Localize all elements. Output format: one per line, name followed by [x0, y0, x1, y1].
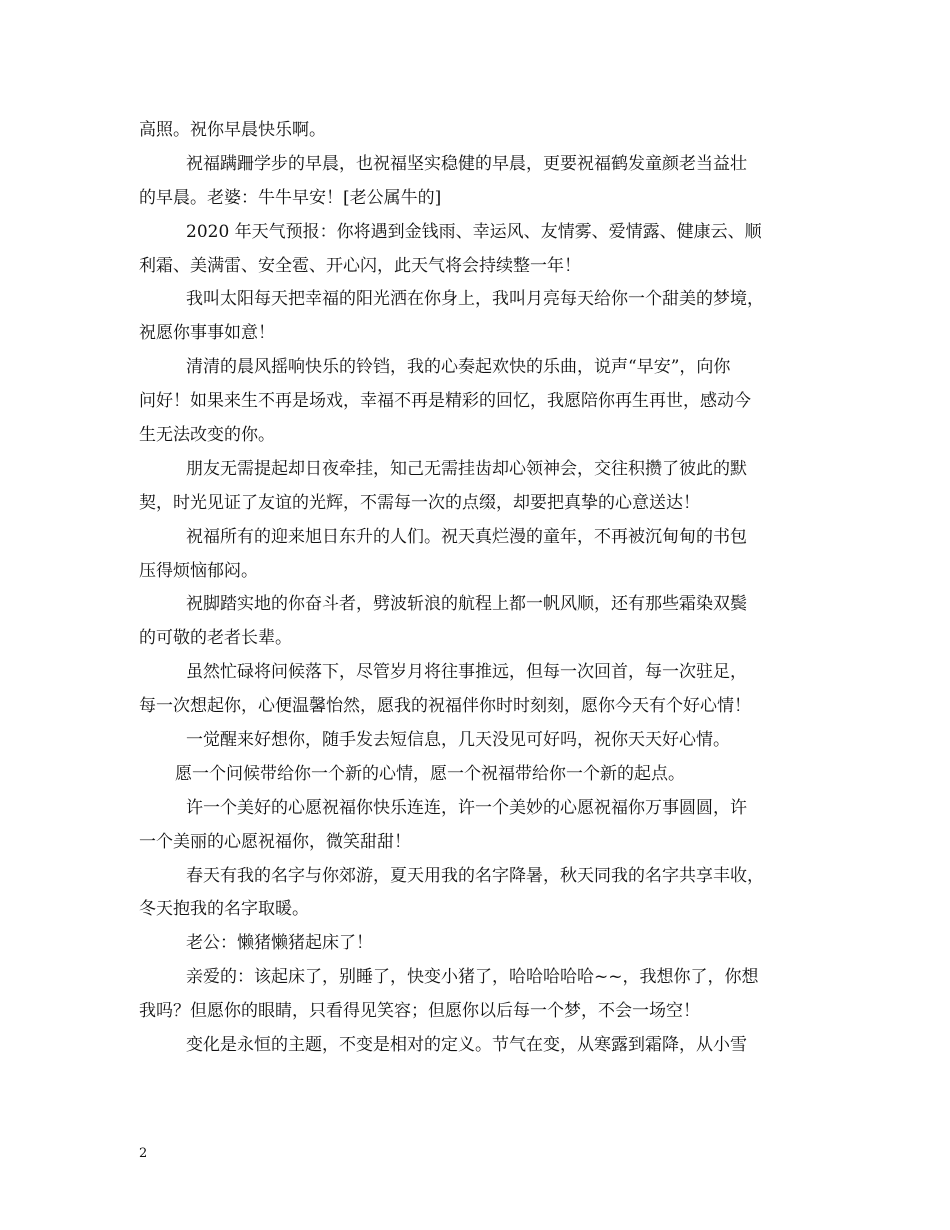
text-line: 祝脚踏实地的你奋斗者，劈波斩浪的航程上都一帆风顺，还有那些霜染双鬓: [186, 594, 747, 615]
text-line: 冬天抱我的名字取暖。: [139, 899, 309, 920]
document-body: [139, 114, 819, 1063]
text-line: 问好！如果来生不再是场戏，幸福不再是精彩的回忆，我愿陪你再生再世，感动今: [139, 391, 751, 412]
text-line: 许一个美好的心愿祝福你快乐连连，许一个美妙的心愿祝福你万事圆圆，许: [186, 797, 747, 818]
text-line: 利霜、美满雷、安全雹、开心闪，此天气将会持续整一年！: [139, 255, 581, 276]
text-line: 祝愿你事事如意！: [139, 323, 275, 344]
text-line: 高照。祝你早晨快乐啊。: [139, 120, 326, 140]
text-line: 老公：懒猪懒猪起床了！: [186, 933, 373, 954]
text-line: 清清的晨风摇响快乐的铃铛，我的心奏起欢快的乐曲，说声“早安”，向你: [186, 357, 731, 378]
text-line: 生无法改变的你。: [139, 425, 275, 446]
text-line: 愿一个问候带给你一个新的心情，愿一个祝福带给你一个新的起点。: [175, 763, 685, 784]
text-line: 契，时光见证了友谊的光辉，不需每一次的点缀，却要把真挚的心意送达！: [139, 492, 700, 513]
text-line: 的可敬的老者长辈。: [139, 628, 292, 649]
page-number: 2: [139, 1146, 148, 1161]
text-line: 祝福蹒跚学步的早晨，也祝福坚实稳健的早晨，更要祝福鹤发童颜老当益壮: [186, 153, 747, 174]
text-line: 一个美丽的心愿祝福你，微笑甜甜！: [139, 831, 411, 852]
text-line: 我吗？但愿你的眼睛，只看得见笑容；但愿你以后每一个梦，不会一场空！: [139, 1001, 700, 1022]
text-line: 虽然忙碌将问候落下，尽管岁月将往事推远，但每一次回首，每一次驻足，: [186, 662, 747, 683]
text-line: 亲爱的：该起床了，别睡了，快变小猪了，哈哈哈哈哈~~，我想你了，你想: [186, 967, 759, 988]
text-line: 一觉醒来好想你，随手发去短信息，几天没见可好吗，祝你天天好心情。: [186, 730, 730, 751]
text-line: 每一次想起你，心便温馨怡然，愿我的祝福伴你时时刻刻，愿你今天有个好心情！: [139, 696, 751, 717]
text-line: 朋友无需提起却日夜牵挂，知己无需挂齿却心领神会，交往积攒了彼此的默: [186, 458, 747, 479]
text-line: 我叫太阳每天把幸福的阳光洒在你身上，我叫月亮每天给你一个甜美的梦境，: [186, 289, 764, 310]
text-line: 春天有我的名字与你郊游，夏天用我的名字降暑，秋天同我的名字共享丰收，: [186, 865, 764, 886]
text-line: 祝福所有的迎来旭日东升的人们。祝天真烂漫的童年，不再被沉甸甸的书包: [186, 526, 747, 547]
text-line: 的早晨。老婆：牛牛早安！[老公属牛的]: [139, 187, 442, 208]
text-line: 2020 年天气预报：你将遇到金钱雨、幸运风、友情雾、爱情露、健康云、顺: [186, 221, 762, 242]
text-line: 压得烦恼郁闷。: [139, 560, 258, 581]
text-line: 变化是永恒的主题，不变是相对的定义。节气在变，从寒露到霜降，从小雪: [186, 1035, 747, 1056]
